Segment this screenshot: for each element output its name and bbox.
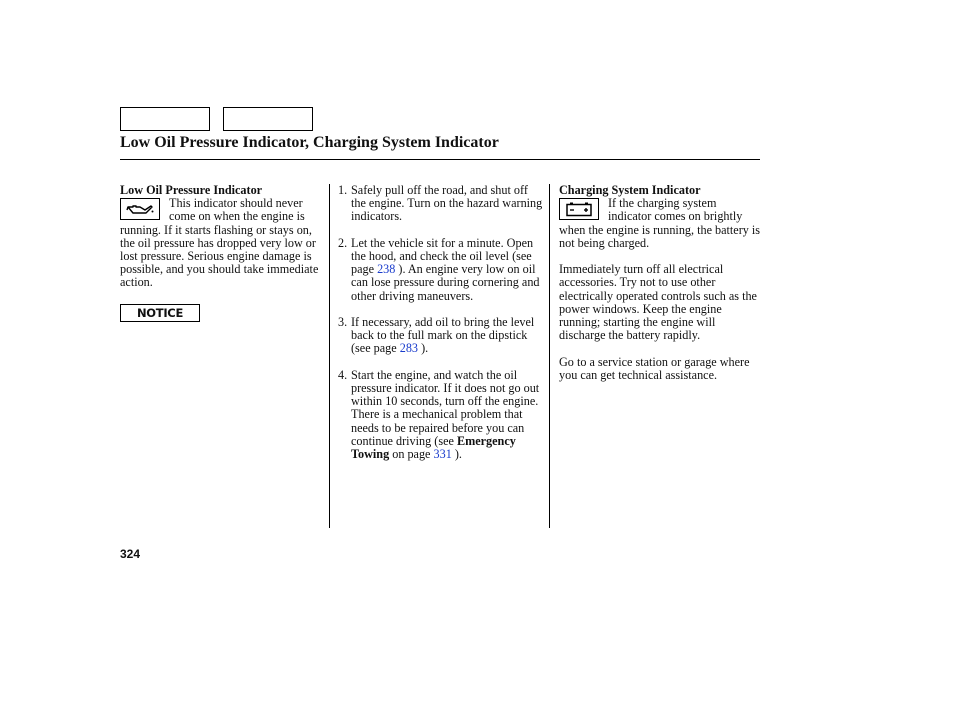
emergency-towing-ref: Emergency Towing [351,433,516,462]
step-text-cont: ). [418,341,429,356]
nav-tab-box-2 [223,107,313,131]
step-number: 3. [338,315,348,329]
step-text: Start the engine, and watch the oil pressure indicator. If it does not go out within 10 seconds, turn off the engine. There is a mechanical problem that needs to be repaired before you can continue driving (see [351,367,540,448]
charging-text-3: Go to a service station or garage where you can get technical assistance. [559,354,750,382]
page-link-238[interactable]: 238 [377,262,396,277]
page-number: 324 [120,547,141,561]
low-oil-text: This indicator should never come on when the engine is running. If it starts flashing or stays on, the oil pressure has dropped very low or lost pressure. Serious engine damage is possible, and you should take immediate action. [120,196,319,290]
title-divider [120,159,760,160]
step-text-end: ). [451,447,462,462]
list-item [338,369,543,461]
step-text-cont: on page [389,447,434,462]
steps-section [338,184,543,474]
low-oil-section [120,184,323,290]
nav-tab-box-1 [120,107,210,131]
list-item [338,237,543,303]
charging-section [559,184,762,382]
steps-list [338,184,543,461]
step-text-cont: ). An engine very low on oil can lose pressure during cornering and other driving maneuvers. [351,262,540,303]
charging-text-1: If the charging system indicator comes on brightly when the engine is running, the battery is not being charged. [559,196,761,250]
low-oil-heading: Low Oil Pressure Indicator [120,183,263,197]
page-link-331[interactable]: 331 [433,447,452,462]
step-text: If necessary, add oil to bring the level back to the full mark on the dipstick (see page [351,315,535,356]
notice-label: NOTICE [120,304,200,322]
page-title: Low Oil Pressure Indicator, Charging System Indicator [120,134,499,151]
step-text: Safely pull off the road, and shut off the engine. Turn on the hazard warning indicators. [351,183,543,224]
step-number: 4. [338,367,348,382]
battery-icon [559,198,599,220]
column-divider-left [329,184,330,528]
list-item [338,184,543,224]
list-item [338,316,543,356]
step-number: 2. [338,235,348,250]
page-link-283[interactable]: 283 [399,341,419,356]
charging-heading: Charging System Indicator [559,183,701,197]
charging-text-2: Immediately turn off all electrical accessories. Try not to use other electrically operated controls such as the power windows. Keep the engine running; starting the engine will discharge the battery rapidly. [559,262,757,343]
oil-can-icon [120,198,160,220]
column-divider-right [549,184,550,528]
step-number: 1. [338,183,348,197]
step-text: Let the vehicle sit for a minute. Open the hood, and check the oil level (see page [351,235,534,277]
